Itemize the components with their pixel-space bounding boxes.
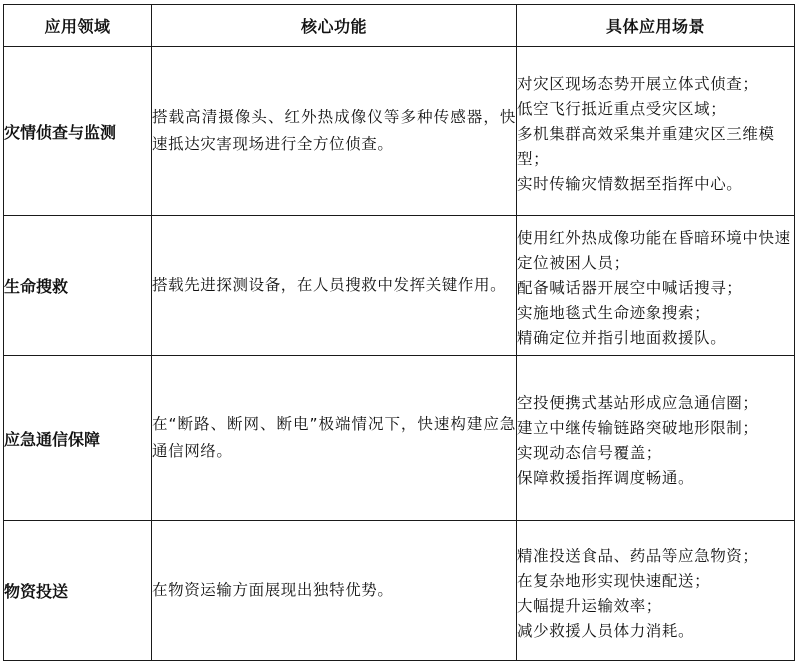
scenario-item: 在复杂地形实现快速配送； [517,571,711,590]
header-scenarios: 具体应用场景 [517,5,795,47]
scenario-item: 多机集群高效采集并重建灾区三维模型； [517,124,775,168]
scenario-item: 实时传输灾情数据至指挥中心。 [517,174,743,193]
scenario-item: 低空飞行抵近重点受灾区域； [517,99,727,118]
scenarios-cell [517,356,795,521]
scenario-item: 精确定位并指引地面救援队。 [517,329,727,347]
scenario-item: 减少救援人员体力消耗。 [517,621,695,640]
scenario-item: 配备喊话器开展空中喊话搜寻； [517,279,743,297]
domain-cell: 生命搜救 [4,216,152,356]
scenario-item: 建立中继传输链路突破地形限制； [517,419,759,437]
scenarios-cell [517,47,795,216]
scenario-item: 精准投送食品、药品等应急物资； [517,546,759,565]
scenario-item: 对灾区现场态势开展立体式侦查； [517,74,759,93]
scenarios-cell [517,216,795,356]
scenarios-cell [517,521,795,661]
scenario-item: 空投便携式基站形成应急通信圈； [517,394,759,412]
function-cell: 在“断路、断网、断电”极端情况下，快速构建应急通信网络。 [152,356,517,521]
table-row [4,521,795,661]
table-row [4,47,795,216]
domain-cell: 物资投送 [4,521,152,661]
table-row [4,356,795,521]
header-domain: 应用领域 [4,5,152,47]
domain-cell: 灾情侦查与监测 [4,47,152,216]
table-row [4,216,795,356]
scenario-item: 实现动态信号覆盖； [517,444,662,462]
scenario-item: 使用红外热成像功能在昏暗环境中快速定位被困人员； [517,229,791,272]
scenario-item: 保障救援指挥调度畅通。 [517,469,695,487]
function-cell: 搭载高清摄像头、红外热成像仪等多种传感器，快速抵达灾害现场进行全方位侦查。 [152,47,517,216]
function-cell: 搭载先进探测设备，在人员搜救中发挥关键作用。 [152,216,517,356]
function-cell: 在物资运输方面展现出独特优势。 [152,521,517,661]
scenario-item: 大幅提升运输效率； [517,596,662,615]
header-function: 核心功能 [152,5,517,47]
table-header-row [4,5,795,47]
domain-cell: 应急通信保障 [4,356,152,521]
scenario-item: 实施地毯式生命迹象搜索； [517,304,711,322]
application-table [3,4,795,661]
